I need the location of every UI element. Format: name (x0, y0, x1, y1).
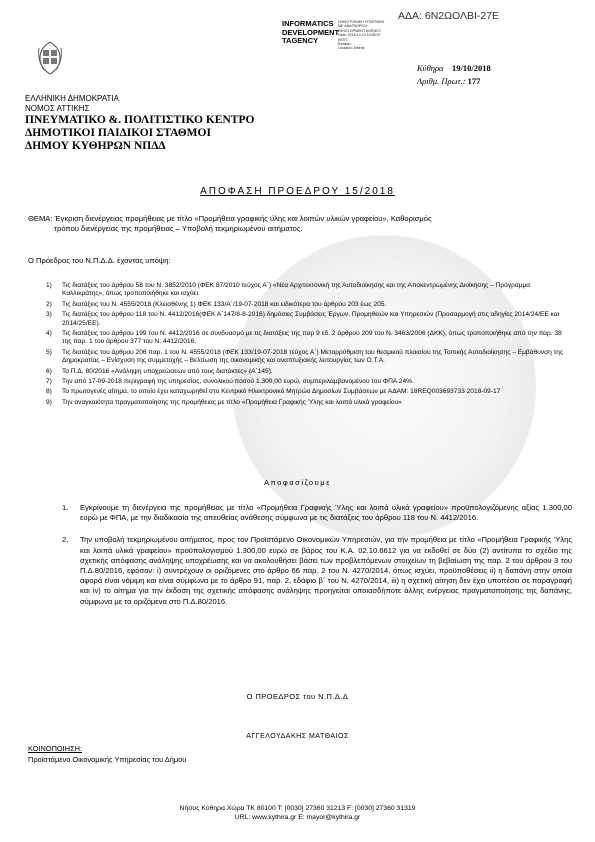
list-item-number: 5) (46, 348, 52, 356)
list-item-number: 2. (62, 535, 69, 545)
place-name: Κύθηρα (417, 63, 444, 73)
list-item (46, 330, 571, 347)
list-item-text: Τις διατάξεις του άρθρου 58 του Ν. 3852/2010 (ΦΕΚ 87/2010 τεύχος Α΄) «Νέα Αρχιτεκτονική της Αυτοδιοίκησης και της Αποκεντρωμένης Διοίκησης – Πρόγραμμα Καλλικράτης», όπως τροποποιήθηκε και ισχύει. (62, 282, 531, 298)
signature-line: EEST (338, 37, 348, 42)
signature-line: Location: Athens (338, 46, 365, 51)
document-title-text: ΑΠΟΦΑΣΗ ΠΡΟΕΔΡΟΥ 15/2018 (200, 186, 395, 197)
organization-header (25, 114, 254, 153)
subject-line: ΘΕΜΑ: Έγκριση διενέργειας προμήθειας με τίτλο «Προμήθεια γραφικής ύλης και λοιπών υλικών γραφείου», Καθορισμός (28, 214, 432, 223)
footer (0, 804, 595, 822)
org-line: ΠΝΕΥΜΑΤΙΚΟ &. ΠΟΛΙΤΙΣΤΙΚΟ ΚΕΝΤΡΟ (25, 114, 255, 126)
signature-line: Date: 2018.10.19 10:55:37 (338, 33, 381, 38)
list-item (46, 388, 571, 396)
list-item-text: Την αναγκαιότητα πραγματοποίησης της προμήθειας με τίτλο «Προμήθεια Γραφικής Ύλης και λοιπά υλικά γραφείου» (62, 398, 402, 406)
infodev-line: INFORMATICS (282, 19, 334, 28)
list-item-number: 2) (46, 300, 52, 308)
infodev-line: DEVELOPMENT (282, 27, 340, 37)
greek-emblem-icon (36, 40, 64, 76)
protocol-number: 177 (467, 76, 481, 86)
notify-recipient: Προϊστάμενο Οικονομικής Υπηρεσίας του Δήμου (28, 755, 187, 764)
list-item (46, 399, 571, 407)
president-title: Ο ΠΡΟΕΔΡΟΣ του Ν.Π.Δ.Δ (246, 692, 349, 701)
list-item (62, 535, 572, 606)
decide-heading: Αποφασίζουμε (263, 478, 332, 487)
list-item-number: 4) (46, 330, 52, 338)
list-item-number: 8) (46, 388, 52, 396)
gov-line: ΕΛΛΗΝΙΚΗ ΔΗΜΟΚΡΑΤΙΑ (25, 94, 119, 103)
signature-line: ΗΛΕΚΤΡΟΝΙΚΗ ΥΠΟΓΡΑΦΗ (338, 20, 385, 24)
protocol-label: Αριθμ. Πρωτ.: (417, 76, 466, 86)
list-item-text: Την υποβολή τεκμηριωμένου αιτήματος, προς τον Προϊστάμενο Οικονομικών Υπηρεσιών, για την προμήθεια με τίτλο «Προμήθεια Γραφικής Ύλης και λοιπά υλικά γραφείου» προϋπολογισμού 1.300,00 ευρώ σε βάρος του Κ.Α. 02.10.6612 για να εκδοθεί σε δύο (2) αντίτυπα το σχέδιο της σχετικής απόφασης ανάληψης υποχρέωσης και να ακολουθήσει βάσει των προβλεπόμενων στοιχείων τη βεβαίωση της παρ. 2 του άρθρου 3 του Π.Δ.80/2016, εφόσον: i) συντρέχουν οι οριζόμενες στο άρθρο 66 παρ. 2 του Ν. 4270/2014, όπως ισχύει, προϋποθέσεις ii) η δαπάνη στην οποία αφορά είναι νόμιμη και είναι σύμφωνα με το άρθρο 91, παρ. 2, εδάφιο β΄ του Ν. 4270/2014, iii) η σχετική αίτηση δεν έχει υποπέσει σε παραγραφή και iv) το αίτημα για την έκδοση της σχετικής απόφασης ανάληψης προηγείται οποιασδήποτε άλλης ενέργειας πραγματοποίησης της δαπάνης, σύμφωνα με τα οριζόμενα στο Π.Δ.80/2016. (80, 535, 572, 606)
list-item-number: 1. (62, 503, 69, 512)
list-item-text: Το Π.Δ. 80/2016 «Ανάληψη υποχρεώσεων από τους διατάκτες» (Α΄145). (62, 367, 273, 375)
subject-block (28, 214, 573, 234)
signer-name: ΑΓΓΕΛΟΥΔΑΚΗΣ ΜΑΤΘΑΙΟΣ (246, 733, 349, 740)
document-date: 19/10/2018 (452, 63, 491, 73)
document-title (0, 186, 595, 197)
list-item (46, 378, 571, 386)
place-date-block (417, 62, 491, 88)
list-item-number: 7) (46, 378, 52, 386)
decisions-list (62, 503, 572, 619)
list-item-text: Την από 17-09-2018 περιγραφή της υπηρεσίας, συνολικού ποσού 1.300,00 ευρώ, συμπεριλαμβανομένου του ΦΠΑ 24%. (62, 378, 414, 386)
list-item (46, 368, 571, 376)
signature-line: DEVELOPMENT AGENCY (338, 28, 382, 33)
footer-address: Νήσος Κύθηρα Χώρα ΤΚ 80100 Τ: [0030] 27360 31213 F: [0030] 27360 31319 (179, 805, 416, 812)
infodev-stamp (282, 20, 339, 46)
government-header (25, 94, 119, 114)
signature-line: Reason: (338, 42, 352, 47)
org-line: ΔΗΜΟΥ ΚΥΘΗΡΩΝ ΝΠΔΔ (25, 140, 166, 152)
list-item (46, 349, 571, 366)
list-item-text: Τις διατάξεις του Ν. 4555/2018 (Κλεισθένης 1) ΦΕΚ 133/Α΄/19-07-2018 και ειδικότερα του άρθρου 203 έως 205. (62, 300, 387, 308)
list-item (62, 503, 572, 523)
footer-contact: URL: www.kythira.gr E: mayor@kythira.gr (234, 814, 361, 821)
infodev-line: TAGENCY (282, 36, 319, 45)
list-item-text: Τις διατάξεις του άρθρου 206 παρ. 1 του Ν. 4555/2018 (ΦΕΚ 133/19-07-2018 τεύχος Α΄) Μεταρρύθμιση του θεσμικού πλαισίου της Τοπικής Αυτοδιοίκησης – Εμβάθυνση της Δημοκρατίας – Ενίσχυση της συμμετοχής – Βελτίωση της οικονομικής και αναπτυξιακής λειτουργίας των Ο.Τ.Α. (62, 348, 564, 365)
list-item-number: 9) (46, 398, 52, 406)
gov-line: ΝΟΜΟΣ ΑΤΤΙΚΗΣ (25, 104, 90, 113)
org-line: ΔΗΜΟΤΙΚΟΙ ΠΑΙΔΙΚΟΙ ΣΤΑΘΜΟΙ (25, 127, 211, 139)
considerations-list (46, 282, 571, 409)
list-item-number: 6) (46, 367, 52, 375)
list-item-text: Το πρωτογενές αίτημα, το οποίο έχει καταχωρηθεί στο Κεντρικό Ηλεκτρονικό Μητρώο Δημοσίων Συμβάσεων με ΑΔΑΜ: 18REQ003693733 2018-09-17 (62, 388, 501, 396)
list-item (46, 301, 571, 309)
ada-code: ΑΔΑ: 6Ν2ΩΟΛΒΙ-27Ε (398, 10, 500, 22)
having-considered: Ο Πρόεδρος του Ν.Π.Δ.Δ. έχοντας υπόψη: (28, 256, 171, 265)
digital-signature-block (338, 20, 384, 51)
notify-heading: ΚΟΙΝΟΠΟΙΗΣΗ: (28, 744, 83, 753)
list-item-number: 3) (46, 311, 52, 319)
list-item-text: Εγκρίνουμε τη διενέργεια της προμήθειας με τίτλο «Προμήθεια Γραφικής Ύλης και λοιπά υλικά γραφείου» προϋπολογιζόμενης αξίας 1.300,00 ευρώ με ΦΠΑ, με την διαδικασία της απευθείας ανάθεσης σύμφωνα με τις διατάξεις του άρθρου 118 του Ν. 4412/2016. (80, 503, 572, 523)
list-item-text: Τις διατάξεις του άρθρου 118 του Ν. 4412/2016(ΦΕΚ Α΄147/8-8-2016) δημόσιες Συμβάσεις Έργων, Προμηθειών και Υπηρεσιών (Προσαρμογή στις οδηγίες 2014/24/ΕΕ και 2014/25/ΕΕ). (62, 311, 560, 327)
list-item-number: 1) (46, 282, 52, 289)
subject-line: τρόπου διενέργειας της προμήθειας – Υποβολή τεκμηριωμένου αιτήματος. (54, 224, 303, 233)
list-item (46, 282, 571, 299)
signature-line: ΜΕ ΑΝΑΓΝΩΡΙΣΗ (338, 24, 368, 29)
list-item (46, 311, 571, 328)
list-item-text: Τις διατάξεις του άρθρου 199 του Ν. 4412/2016 σε συνδυασμό με τις διατάξεις της παρ 9 εδ. 2 άρθρου 209 του Ν. 3463/2006 (ΔΚΚ), όπως τροποποιήθηκε από την παρ. 38 της παρ. 1 του άρθρου 377 του Ν. 4412/2016. (62, 330, 562, 346)
